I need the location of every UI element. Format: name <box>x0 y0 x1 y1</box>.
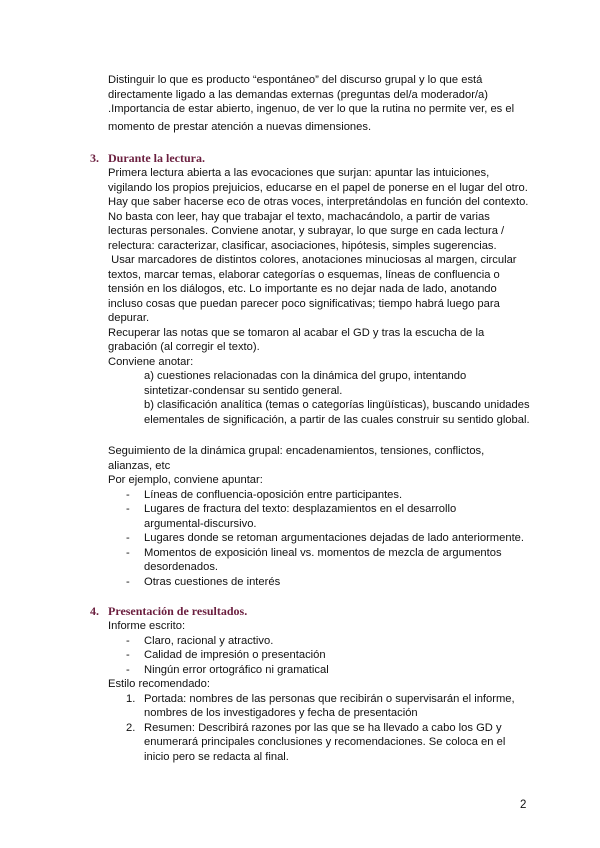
text-line: sintetizar-condensar su sentido general. <box>144 384 343 397</box>
dash-marker: - <box>126 546 130 559</box>
text-line: incluso cosas que puedan parecer poco significativas; tiempo habrá luego para <box>108 297 500 310</box>
section-4-body <box>108 619 528 764</box>
text-line: depurar. <box>108 312 150 324</box>
text-line: alianzas, etc <box>108 459 171 472</box>
text-line: Otras cuestiones de interés <box>144 575 281 588</box>
text-line: relectura: caracterizar, clasificar, asociaciones, hipótesis, simples sugerencias. <box>108 239 497 252</box>
item-number: 1. <box>126 692 136 705</box>
section-4-heading <box>90 604 247 619</box>
numbered-item <box>108 692 528 721</box>
text-line: Claro, racional y atractivo. <box>144 634 274 647</box>
list-item <box>108 663 528 678</box>
dash-marker: - <box>126 575 130 588</box>
text-line: Seguimiento de la dinámica grupal: encadenamientos, tensiones, conflictos, <box>108 445 485 457</box>
estilo-label: Estilo recomendado: <box>108 678 210 690</box>
list-item <box>108 648 528 663</box>
text-line: elementales de significación, a partir de las cuales construir su sentido global. <box>144 413 530 426</box>
numbered-item <box>108 721 528 765</box>
dash-marker: - <box>126 649 130 661</box>
text-line: grabación (al corregir el texto). <box>108 341 260 353</box>
text-line: Hay que saber hacerse eco de otras voces, interpretándolas en función del contexto. <box>108 196 529 208</box>
section-3-body <box>108 166 528 427</box>
section-title: Presentación de resultados. <box>108 604 248 618</box>
text-line: Líneas de confluencia-oposición entre participantes. <box>144 488 403 501</box>
section-3-heading <box>90 151 205 166</box>
text-line: .Importancia de estar abierto, ingenuo, de ver lo que la rutina no permite ver, es el <box>108 103 515 115</box>
dynamics-paragraph <box>108 444 528 589</box>
text-line: Momentos de exposición lineal vs. momentos de mezcla de argumentos <box>144 546 502 559</box>
list-item <box>108 546 528 575</box>
text-line: Primera lectura abierta a las evocaciones que surjan: apuntar las intuiciones, <box>108 167 490 179</box>
text-line: No basta con leer, hay que trabajar el texto, machacándolo, a partir de varias <box>108 210 490 223</box>
text-line: b) clasificación analítica (temas o categorías lingüísticas), buscando unidades <box>144 399 530 411</box>
text-line: vigilando los propios prejuicios, educarse en el papel de ponerse en el lugar del otro. <box>108 181 528 194</box>
dash-marker: - <box>126 663 130 676</box>
text-line: enumerará principales conclusiones y recomendaciones. Se coloca en el <box>144 736 506 748</box>
list-item <box>108 502 528 531</box>
list-item <box>108 634 528 649</box>
text-line: textos, marcar temas, elaborar categorías o esquemas, líneas de confluencia o <box>108 268 500 281</box>
text-line: nombres de los investigadores y fecha de presentación <box>144 707 418 719</box>
section-title: Durante la lectura. <box>108 151 205 165</box>
page-number: 2 <box>520 799 527 811</box>
text-line: Lugares donde se retoman argumentaciones dejadas de lado anteriormente. <box>144 532 525 544</box>
text-line: Por ejemplo, conviene apuntar: <box>108 474 263 486</box>
text-line: lecturas personales. Conviene anotar, y subrayar, lo que surge en cada lectura / <box>108 225 505 237</box>
text-line: Recuperar las notas que se tomaron al acabar el GD y tras la escucha de la <box>108 326 485 339</box>
section-number: 4. <box>90 604 99 618</box>
text-line: Ningún error ortográfico ni gramatical <box>144 663 329 676</box>
text-line: Conviene anotar: <box>108 355 194 368</box>
item-number: 2. <box>126 721 136 734</box>
text-line: a) cuestiones relacionadas con la dinámica del grupo, intentando <box>144 370 467 382</box>
informe-label: Informe escrito: <box>108 620 186 632</box>
list-item <box>108 531 528 546</box>
text-line: argumental-discursivo. <box>144 517 257 530</box>
text-line: Resumen: Describirá razones por las que se ha llevado a cabo los GD y <box>144 721 502 734</box>
list-item <box>108 488 528 503</box>
dash-marker: - <box>126 634 130 647</box>
text-line: Distinguir lo que es producto “espontáneo” del discurso grupal y lo que está <box>108 74 483 86</box>
list-item <box>108 575 528 590</box>
text-line: Calidad de impresión o presentación <box>144 649 326 661</box>
dash-marker: - <box>126 532 130 544</box>
text-line: directamente ligado a las demandas externas (preguntas del/a moderador/a) <box>108 88 488 101</box>
dash-marker: - <box>126 488 130 501</box>
section-number: 3. <box>90 151 99 165</box>
dash-marker: - <box>126 503 130 515</box>
text-line: momento de prestar atención a nuevas dimensiones. <box>108 120 372 133</box>
text-line: tensión en los diálogos, etc. Lo importante es no dejar nada de lado, anotando <box>108 283 497 295</box>
text-line: Usar marcadores de distintos colores, anotaciones minuciosas al margen, circular <box>108 254 517 266</box>
text-line: Portada: nombres de las personas que recibirán o supervisarán el informe, <box>144 692 515 705</box>
intro-paragraph <box>108 73 528 134</box>
text-line: desordenados. <box>144 561 219 573</box>
text-line: inicio pero se redacta al final. <box>144 750 289 763</box>
text-line: Lugares de fractura del texto: desplazamientos en el desarrollo <box>144 503 457 515</box>
